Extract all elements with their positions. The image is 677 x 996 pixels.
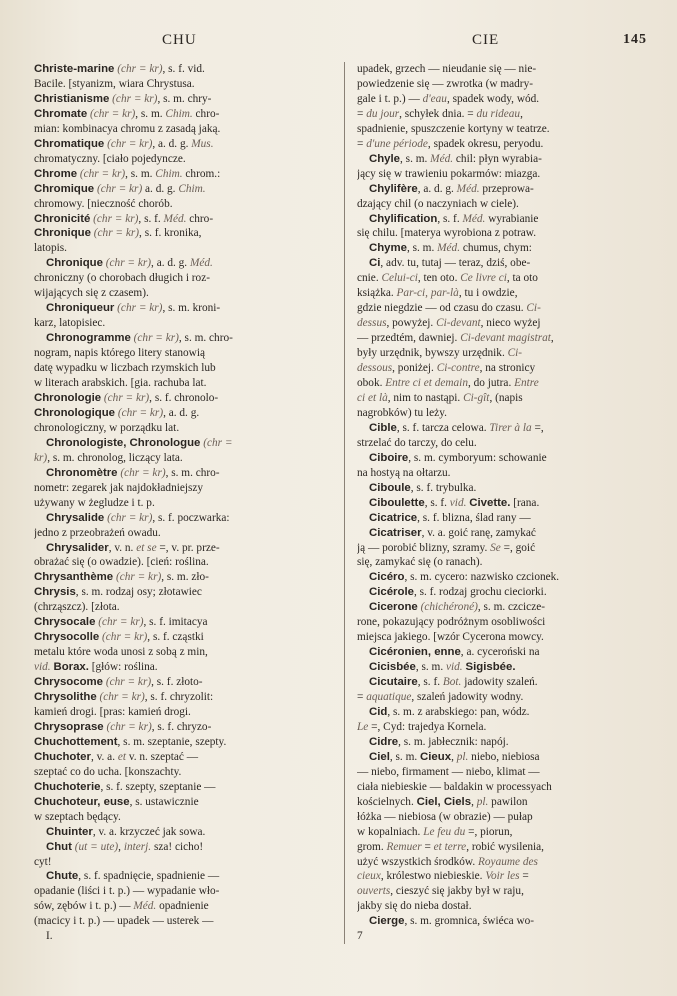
dictionary-line: obok. Entre ci et demain, do jutra. Entre	[357, 377, 539, 390]
dictionary-line: ją — porobić blizny, szramy. Se =, goić	[357, 541, 536, 554]
dictionary-line: dessus, powyżej. Ci-devant, nieco wyżej	[357, 317, 541, 330]
dictionary-line: strzelać do tarczy, do celu.	[357, 436, 477, 449]
dictionary-line: I.	[46, 930, 53, 943]
dictionary-line: nogram, napis którego litery stanowią	[34, 347, 205, 360]
dictionary-line: — przedtém, dawniej. Ci-devant magistrat,	[357, 332, 554, 345]
dictionary-line: Bacile. [styanizm, wiara Chrystusa.	[34, 77, 195, 90]
dictionary-line: — niebo, firmament — niebo, klimat —	[357, 765, 540, 778]
dictionary-line: 7	[357, 930, 363, 943]
dictionary-line: w szeptach będący.	[34, 810, 121, 823]
dictionary-line: Chronogramme (chr = kr), s. m. chro-	[46, 332, 233, 345]
dictionary-line: Chyle, s. m. Méd. chil: płyn wyrabia-	[369, 152, 542, 165]
dictionary-line: Ciboule, s. f. trybulka.	[369, 481, 477, 494]
dictionary-line: Cicérole, s. f. rodzaj grochu cieciorki.	[369, 586, 547, 599]
dictionary-line: łóżka — niebiosa (w obrazie) — pułap	[357, 810, 533, 823]
dictionary-line: cyt!	[34, 855, 52, 868]
dictionary-line: (macicy i t. p.) — upadek — usterek —	[34, 915, 214, 928]
dictionary-line: latopis.	[34, 242, 67, 255]
dictionary-line: dessous, poniżej. Ci-contre, na stronicy	[357, 362, 536, 375]
dictionary-line: szeptać co do ucha. [konszachty.	[34, 765, 182, 778]
dictionary-line: Chut (ut = ute), interj. sza! cicho!	[46, 840, 204, 853]
dictionary-line: Chrysalide (chr = kr), s. f. poczwarka:	[46, 511, 230, 524]
dictionary-line: Chrysanthème (chr = kr), s. m. zło-	[34, 571, 209, 584]
dictionary-line: Cicisbée, s. m. vid. Sigisbée.	[369, 661, 516, 674]
dictionary-line: Chronique (chr = kr), a. d. g. Méd.	[46, 257, 213, 270]
dictionary-line: używany w żegludze i t. p.	[34, 496, 155, 509]
dictionary-line: mian: kombinacya chromu z zasadą jaką.	[34, 122, 221, 135]
dictionary-line: Chrysolithe (chr = kr), s. f. chryzolit:	[34, 691, 214, 704]
dictionary-line: Ciel, s. m. Cieux, pl. niebo, niebiosa	[369, 750, 540, 763]
dictionary-line: karz, latopisiec.	[34, 317, 106, 330]
dictionary-line: datę wypadku w liczbach rzymskich lub	[34, 362, 216, 375]
dictionary-line: gale i t. p.) — d'eau, spadek wody, wód.	[357, 92, 540, 105]
dictionary-line: miejsca jakiego. [wzór Cycerona mowcy.	[357, 631, 544, 644]
dictionary-line: Chrysis, s. m. rodzaj osy; złotawiec	[34, 586, 202, 599]
dictionary-line: wijających się z czasem).	[34, 287, 149, 300]
dictionary-line: Chrysocale (chr = kr), s. f. imitacya	[34, 616, 208, 629]
dictionary-line: w kopalniach. Le feu du =, piorun,	[357, 825, 513, 838]
dictionary-line: Ciboire, s. m. cymboryum: schowanie	[369, 451, 547, 464]
dictionary-line: Cicerone (chichéroné), s. m. czcicze-	[369, 601, 545, 614]
dictionary-line: sów, zębów i t. p.) — Méd. opadnienie	[34, 900, 209, 913]
dictionary-line: ciała niebieskie — baldakin w processyach	[357, 780, 552, 793]
dictionary-line: upadek, grzech — nieudanie się — nie-	[357, 63, 537, 75]
dictionary-line: nagrobków) tu leży.	[357, 406, 447, 419]
dictionary-line: książka. Par-ci, par-là, tu i owdzie,	[357, 287, 518, 300]
header-left-guide-word: CHU	[162, 32, 197, 48]
dictionary-line: chronologiczny, w porządku lat.	[34, 421, 180, 434]
dictionary-line: spadnienie, spuszczenie kortyny w teatrze.	[357, 122, 550, 135]
dictionary-line: chroniczny (o chorobach długich i roz-	[34, 272, 210, 285]
dictionary-line: kamień drogi. [pras: kamień drogi.	[34, 705, 191, 718]
dictionary-line: Chronologique (chr = kr), a. d. g.	[34, 406, 200, 419]
dictionary-line: vid. Borax. [głów: roślina.	[34, 661, 158, 674]
dictionary-line: się chilu. [materya wyrobiona z potraw.	[357, 227, 537, 240]
dictionary-line: Chrysocolle (chr = kr), s. f. cząstki	[34, 631, 204, 644]
dictionary-line: grom. Remuer = et terre, robić wysilenia,	[357, 840, 545, 853]
dictionary-line: Chromique (chr = kr) a. d. g. Chim.	[34, 182, 206, 195]
dictionary-line: Christianisme (chr = kr), s. m. chry-	[34, 92, 212, 105]
dictionary-line: Chrome (chr = kr), s. m. Chim. chrom.:	[34, 167, 221, 180]
dictionary-line: cnie. Celui-ci, ten oto. Ce livre ci, ta oto	[357, 272, 538, 285]
dictionary-line: = du jour, schyłek dnia. = du rideau,	[357, 107, 523, 120]
dictionary-line: (chrząszcz). [złota.	[34, 601, 120, 614]
dictionary-line: gdzie niegdzie — od czasu do czasu. Ci-	[357, 302, 541, 315]
dictionary-line: się, zamykać się (o ranach).	[357, 556, 483, 569]
dictionary-line: w literach arabskich. [gia. rachuba lat.	[34, 377, 207, 390]
dictionary-line: Cicéro, s. m. cycero: nazwisko czcionek.	[369, 571, 560, 584]
dictionary-line: Chronomètre (chr = kr), s. m. chro-	[46, 466, 220, 479]
dictionary-line: Chromate (chr = kr), s. m. Chim. chro-	[34, 107, 220, 120]
dictionary-line: były urzędnik, bywszy urzędnik. Ci-	[357, 347, 523, 360]
dictionary-line: metalu które woda unosi z sobą z min,	[34, 646, 208, 659]
dictionary-line: obrażać się (o owadzie). [cień: roślina.	[34, 556, 209, 569]
dictionary-line: jakby się do nieba dostał.	[357, 900, 472, 913]
page-header	[34, 28, 655, 62]
dictionary-line: Cicutaire, s. f. Bot. jadowity szaleń.	[369, 676, 538, 689]
right-column	[344, 62, 649, 944]
page-number: 145	[623, 32, 647, 47]
dictionary-line: Chylification, s. f. Méd. wyrabianie	[369, 212, 539, 225]
dictionary-line: Chromatique (chr = kr), a. d. g. Mus.	[34, 137, 214, 150]
header-right-guide-word: CIE	[472, 32, 500, 48]
dictionary-line: nometr: zegarek jak najdokładniejszy	[34, 481, 204, 494]
dictionary-line: Chuinter, v. a. krzyczeć jak sowa.	[46, 825, 206, 838]
dictionary-line: opadanie (liści i t. p.) — wypadanie wło-	[34, 885, 220, 898]
dictionary-line: Cierge, s. m. gromnica, świéca wo-	[369, 915, 535, 928]
dictionary-line: ci et là, nim to nastąpi. Ci-gît, (napis	[357, 391, 523, 404]
dictionary-line: Chronique (chr = kr), s. f. kronika,	[34, 227, 202, 240]
dictionary-line: Chrysalider, v. n. et se =, v. pr. prze-	[46, 541, 220, 554]
dictionary-line: Chrysocome (chr = kr), s. f. złoto-	[34, 676, 203, 689]
dictionary-line: Cicéronien, enne, a. cyceroński na	[369, 646, 540, 659]
dictionary-line: Le =, Cyd: trajedya Kornela.	[357, 720, 487, 733]
dictionary-line: Chroniqueur (chr = kr), s. m. kroni-	[46, 302, 221, 315]
dictionary-line: Cid, s. m. z arabskiego: pan, wódz.	[369, 705, 530, 718]
dictionary-line: Chronologie (chr = kr), s. f. chronolo-	[34, 391, 219, 404]
dictionary-line: Chronologiste, Chronologue (chr =	[46, 436, 233, 449]
dictionary-line: Chuchoter, v. a. et v. n. szeptać —	[34, 750, 199, 763]
dictionary-line: ouverts, cieszyć się jakby był w raju,	[357, 885, 524, 898]
dictionary-line: Ci, adv. tu, tutaj — teraz, dziś, obe-	[369, 257, 531, 270]
dictionary-line: Chylifère, a. d. g. Méd. przeprowa-	[369, 182, 534, 195]
dictionary-line: chromatyczny. [ciało pojedyncze.	[34, 152, 186, 165]
left-column	[34, 62, 344, 944]
dictionary-line: Chronicité (chr = kr), s. f. Méd. chro-	[34, 212, 214, 225]
dictionary-line: Chuchottement, s. m. szeptanie, szepty.	[34, 735, 227, 748]
two-column-body	[34, 62, 655, 944]
dictionary-line: Ciboulette, s. f. vid. Civette. [rana.	[369, 496, 540, 509]
dictionary-line: powiedzenie się — zwrotka (w madry-	[357, 77, 533, 90]
dictionary-line: = aquatique, szaleń jadowity wodny.	[357, 691, 524, 704]
dictionary-line: Chuchoteur, euse, s. ustawicznie	[34, 795, 199, 808]
dictionary-line: użyć wszystkich środków. Royaume des	[357, 855, 538, 868]
dictionary-line: Cicatriser, v. a. goić ranę, zamykać	[369, 526, 536, 539]
dictionary-line: Cible, s. f. tarcza celowa. Tirer à la =,	[369, 421, 544, 434]
dictionary-line: dzający chil (o naczyniach w ciele).	[357, 197, 519, 210]
dictionary-line: jący się w trawieniu pokarmów: miazga.	[357, 167, 541, 180]
dictionary-line: cieux, królestwo niebieskie. Voir les =	[357, 870, 529, 883]
dictionary-line: = d'une période, spadek okresu, peryodu.	[357, 137, 544, 150]
dictionary-line: chromowy. [nieczność chorób.	[34, 197, 173, 210]
dictionary-line: Chrysoprase (chr = kr), s. f. chryzo-	[34, 720, 212, 733]
dictionary-line: rone, pokazujący podróżnym osobliwości	[357, 616, 546, 629]
dictionary-line: kościelnych. Ciel, Ciels, pl. pawilon	[357, 795, 528, 808]
dictionary-line: Cidre, s. m. jabłecznik: napój.	[369, 735, 509, 748]
dictionary-line: jedno z przeobrażeń owadu.	[34, 526, 161, 539]
dictionary-line: kr), s. m. chronolog, liczący lata.	[34, 451, 183, 464]
dictionary-line: na hostyą na ołtarzu.	[357, 466, 451, 479]
dictionary-line: Cicatrice, s. f. blizna, ślad rany —	[369, 511, 531, 524]
dictionary-line: Chuchoterie, s. f. szepty, szeptanie —	[34, 780, 216, 793]
dictionary-line: Chyme, s. m. Méd. chumus, chym:	[369, 242, 532, 255]
dictionary-line: Chute, s. f. spadnięcie, spadnienie —	[46, 870, 220, 883]
dictionary-line: Christe-marine (chr = kr), s. f. vid.	[34, 63, 205, 75]
